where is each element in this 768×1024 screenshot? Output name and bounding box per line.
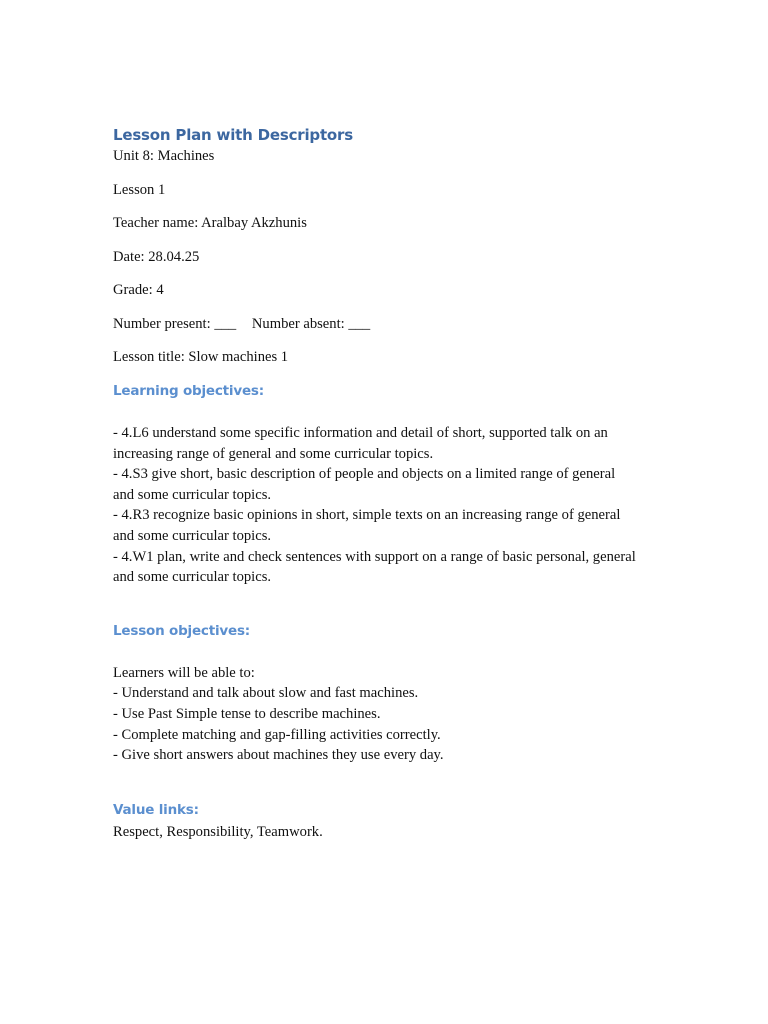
list-item: - 4.R3 recognize basic opinions in short, simple texts on an increasing range of general xyxy=(113,507,621,524)
lesson-objectives-heading: Lesson objectives: xyxy=(113,622,251,639)
list-item: - Give short answers about machines they use every day. xyxy=(113,747,444,764)
document-page xyxy=(113,124,673,842)
list-item: increasing range of general and some curricular topics. xyxy=(113,445,434,462)
number-present: Number present: ___ xyxy=(113,315,237,332)
learning-objectives-heading: Learning objectives: xyxy=(113,383,264,399)
lesson-title-line: Lesson title: Slow machines 1 xyxy=(113,349,289,365)
list-item: and some curricular topics. xyxy=(113,569,272,586)
lesson-line: Lesson 1 xyxy=(113,181,166,198)
date-line: Date: 28.04.25 xyxy=(113,248,200,265)
value-links-text: Respect, Responsibility, Teamwork. xyxy=(113,823,323,840)
list-item: and some curricular topics. xyxy=(113,486,272,503)
learning-objectives-list xyxy=(113,423,673,588)
teacher-line: Teacher name: Aralbay Akzhunis xyxy=(113,215,307,231)
unit-line: Unit 8: Machines xyxy=(113,148,215,164)
number-absent: Number absent: ___ xyxy=(251,315,371,332)
grade-line: Grade: 4 xyxy=(113,282,164,298)
list-item: and some curricular topics. xyxy=(113,527,272,544)
list-item: - Complete matching and gap-filling activities correctly. xyxy=(113,726,441,743)
list-item: - 4.L6 understand some specific information and detail of short, supported talk on an xyxy=(113,425,608,441)
list-item: - Understand and talk about slow and fast machines. xyxy=(113,685,419,702)
value-links-heading: Value links: xyxy=(113,801,199,818)
lesson-objectives-list xyxy=(113,663,673,766)
lesson-objectives-intro: Learners will be able to: xyxy=(113,664,255,681)
document-title: Lesson Plan with Descriptors xyxy=(113,126,353,144)
attendance-line xyxy=(113,314,673,334)
list-item: - 4.S3 give short, basic description of people and objects on a limited range of general xyxy=(113,466,616,483)
list-item: - Use Past Simple tense to describe machines. xyxy=(113,705,381,722)
list-item: - 4.W1 plan, write and check sentences with support on a range of basic personal, general xyxy=(113,548,636,565)
